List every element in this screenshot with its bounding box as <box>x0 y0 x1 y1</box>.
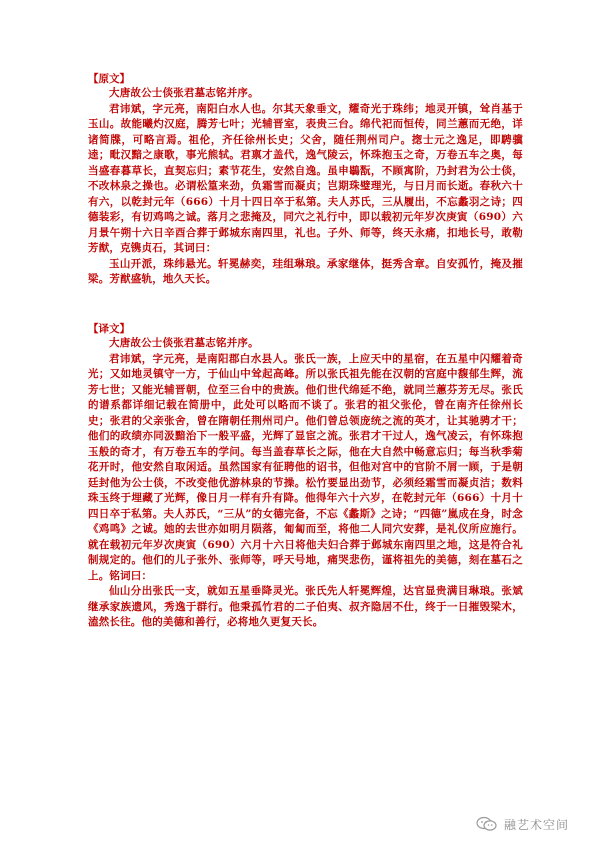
watermark-text: 融艺术空间 <box>504 817 570 832</box>
translation-paragraph: 君讳斌，字元亮，是南阳郡白水县人。张氏一族，上应天中的星宿，在五星中闪耀着奇光；又如地灵镇守一方，于仙山中耸起高峰。所以张氏祖先能在汉朝的宫庭中馥郁生辉，流芳七世；又能光辅晋朝，位至三台中的贵族。他们世代绵延不绝，就同兰蕙芬芳无尽。张氏的谱系都详细记载在简册中，此处可以略而不谈了。张君的祖父张伦，曾在南齐任徐州长史；张君的父亲张舍，曾在隋朝任荆州司户。他们曾总领庞统之流的英才，让其驰骋才干；他们的政绩亦同汲黯治下一般平盛，光辉了显宦之流。张君才干过人，逸气凌云，有怀珠抱玉般的奇才，有万卷五车的学问。每当盖春草长之际，他在大自然中畅意忘归；每当秋季菊花开时，他安然自取闲适。虽然国家有征聘他的诏书，但他对宫中的官阶不屑一顾，于是朝廷封他为公士倓，不改变他优游林泉的节操。松竹要显出劲节，必须经霜雪而凝贞洁；数料珠玉终于埋藏了光辉，像日月一样有升有降。他得年六十六岁，在乾封元年（666）十月十四日卒于私第。夫人苏氏，“三从”的女德完备，不忘《蠡斯》之诗；“四德”嵐成在身，时念《鸡鸣》之诚。她的去世亦如明月陨落，匍匐而至，将他二人同穴安葬，是礼仪所应施行。就在载初元年岁次庚寅（690）六月十六日将他夫妇合葬于邺城东南四里之地，这是符合礼制规定的。他们的儿子张外、张师等，呼天号地，痛哭悲伤，谨将祖先的美德，刻在墓石之上。铭词曰： <box>88 352 523 582</box>
translation-label: 【译文】 <box>88 323 130 335</box>
original-title: 大唐故公士倓张君墓志铭并序。 <box>109 87 259 99</box>
original-paragraph: 君讳斌，字元亮，南阳白水人也。尔其天象垂文，耀奇光于珠纬；地灵开镇，耸肖基于玉山。故能曦灼汉庭，腾芳七叶；光辅晋室，表贵三台。绵代祀而恒传，同兰蕙而无绝，详诸简牒，可略言焉。祖伦，齐任徐州长史；父舍，随任荆州司户。揔士元之逸足，即騁骥逵；毗汉黯之康歌，事光熊轼。君禀才盖代，逸气陵云，怀珠抱玉之奇，万卷五车之奥，每当盛春暮草长，直契忘归；素节花生，安然自逸。虽申鶡翫，不顾寓阶，乃封君为公士倓，不改林泉之操也。必谓松篁来劲，负霜雪而凝贞；岂期珠璧理光，与日月而长逝。春秋六十有六，以乾封元年（666）十月十四日卒于私第。夫人苏氏，三从履出，不忘蠡羽之诗；四德装彩，有切鸡鸣之诚。落月之悲掩及，同穴之礼行中，即以载初元年岁次庚寅（690）六月景午朔十六日辛酉合葬于邺城东南四里，礼也。子外、师等，终天永痛，扣地长号，敢勒芳猷，克镌贞石，其词曰： <box>88 102 523 254</box>
wechat-icon <box>476 816 498 832</box>
translation-inscription: 仙山分出张氏一支，就如五星垂降灵光。张氏先人轩冕辉煌，达官显贵满目琳琅。张斌继承家族遗风，秀逸于群行。他秉孤竹君的二子伯夷、叔齐隐居不仕，终于一日摧毁梁木，溘然长往。他的美德和善行，必将地久更复天长。 <box>88 585 523 628</box>
original-label: 【原文】 <box>88 73 130 85</box>
original-text-section <box>88 72 523 288</box>
original-inscription: 玉山开派，珠纬悬光。轩冕赫奕，珪组琳琅。承家继体，挺秀含章。自安孤竹，掩及摧梁。芳猷盛轨，地久天长。 <box>88 257 523 285</box>
watermark <box>476 812 596 836</box>
translation-title: 大唐故公士倓张君墓志铭并序。 <box>109 337 259 349</box>
translation-section <box>88 322 523 631</box>
